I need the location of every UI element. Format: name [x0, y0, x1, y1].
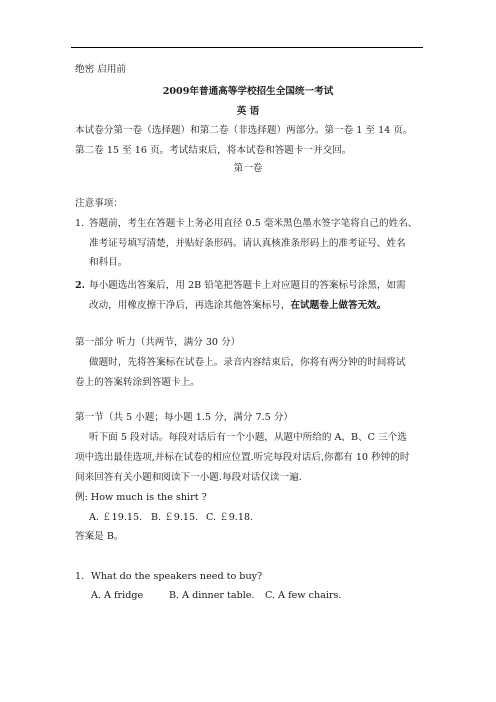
example-option-c: C. ￡9.18.: [206, 512, 254, 523]
note-1-line-3: 和科目。: [89, 257, 128, 268]
note-1-number: 1.: [75, 218, 85, 229]
question-1-option-b: B. A dinner table.: [169, 590, 255, 601]
section-one-desc-line-2: 项中选出最佳选项,并标在试卷的相应位置.听完每段对话后,你都有 10 秒钟的时: [75, 452, 410, 463]
volume-one-title: 第一卷: [233, 163, 263, 174]
note-2-warning: 在试题卷上做答无效。: [290, 300, 387, 311]
note-2-line-1: 每小题选出答案后，用 2B 铅笔把答题卡上对应题目的答案标号涂黑，如需: [89, 280, 406, 291]
example-option-b: B. ￡9.15.: [151, 512, 199, 523]
example-question: 例: How much is the shirt ?: [75, 492, 207, 503]
note-1-line-1: 答题前，考生在答题卡上务必用直径 0.5 毫米黑色墨水签字笔将自己的姓名、: [89, 218, 418, 229]
subject-title: 英 语: [236, 106, 260, 117]
question-1-text: What do the speakers need to buy?: [91, 571, 263, 582]
intro-line-2: 第二卷 15 至 16 页。考试结束后，将本试卷和答题卡一并交回。: [75, 145, 352, 156]
confidential-label: 绝密 启用前: [75, 64, 127, 75]
question-1-option-c: C. A few chairs.: [265, 590, 342, 601]
example-option-a: A. ￡19.15.: [89, 512, 143, 523]
exam-title: 2009年普通高等学校招生全国统一考试: [162, 86, 334, 97]
question-1-option-a: A. A fridge: [91, 590, 144, 601]
note-2-line-2: [89, 300, 386, 312]
part-one-desc-line-1: 做题时，先将答案标在试卷上。录音内容结束后，你将有两分钟的时间将试: [89, 357, 406, 368]
section-one-desc-line-1: 听下面 5 段对话。每段对话后有一个小题，从题中所给的 A、B、C 三个选: [89, 432, 407, 443]
question-1-number: 1.: [75, 571, 85, 582]
note-2-number: 2.: [75, 280, 86, 291]
header-rule: [71, 47, 423, 48]
part-one-desc-line-2: 卷上的答案转涂到答题卡上。: [75, 377, 200, 388]
section-one-heading: 第一节（共 5 小题；每小题 1.5 分，满分 7.5 分）: [75, 412, 294, 423]
part-one-heading: 第一部分 听力（共两节，满分 30 分）: [75, 337, 241, 348]
intro-line-1: 本试卷分第一卷（选择题）和第二卷（非选择题）两部分。第一卷 1 至 14 页。: [75, 125, 413, 136]
note-2-line-2-plain: 改动，用橡皮擦干净后，再选涂其他答案标号，: [89, 300, 291, 311]
notes-heading: 注意事项：: [75, 198, 123, 209]
example-answer: 答案是 B。: [75, 531, 124, 542]
note-1-line-2: 准考证号填写清楚，并贴好条形码。请认真核准条形码上的准考证号、姓名: [89, 238, 406, 249]
section-one-desc-line-3: 间来回答有关小题和阅读下一小题.每段对话仅读一遍.: [75, 472, 302, 483]
